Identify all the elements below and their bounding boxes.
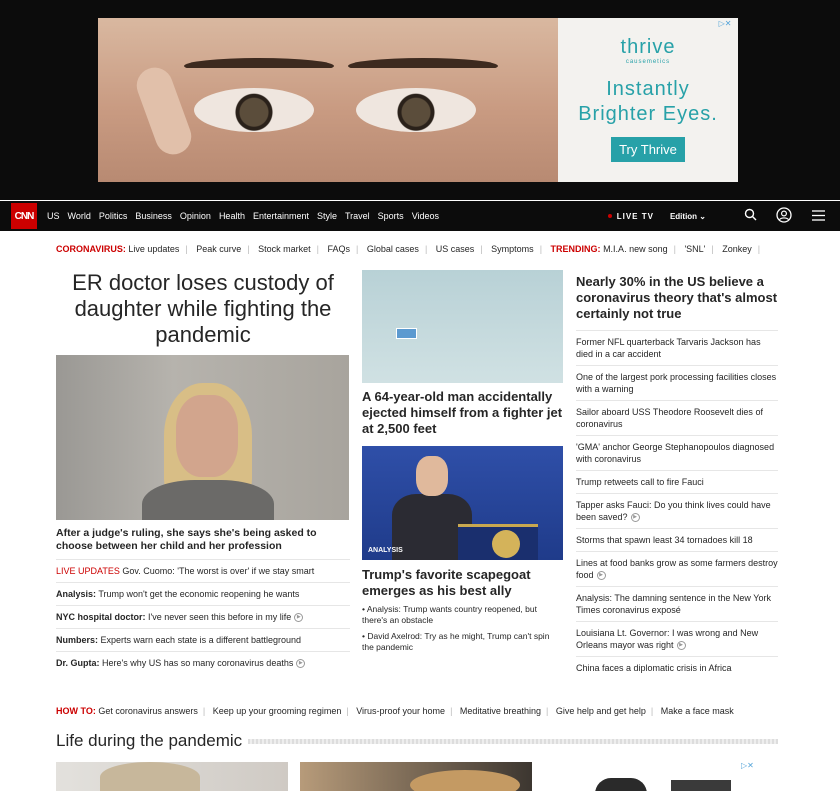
cnn-logo[interactable]: CNN bbox=[11, 203, 37, 229]
nav-link-travel[interactable]: Travel bbox=[345, 211, 370, 221]
list-item[interactable] bbox=[56, 628, 350, 651]
trend-link-us-cases[interactable]: US cases bbox=[435, 244, 475, 254]
trending-label: TRENDING: bbox=[550, 244, 601, 254]
list-item[interactable]: Trump retweets call to fire Fauci bbox=[576, 470, 778, 493]
trend-link-mia[interactable]: M.I.A. new song bbox=[603, 244, 668, 254]
ad-brand: thrive bbox=[620, 36, 676, 58]
how-to-label: HOW TO: bbox=[56, 706, 96, 716]
ad-cta-button[interactable]: Try Thrive bbox=[611, 137, 685, 162]
section-divider bbox=[248, 739, 778, 744]
lead-related-list bbox=[56, 559, 350, 674]
coronavirus-trending-bar: CORONAVIRUS: Live updates | Peak curve | Stock market | FAQs | Global cases | US cases | Symptoms | TRENDING: M.I.A. new song | 'SNL' | Zonkey | bbox=[56, 244, 761, 254]
video-play-icon: ▶ bbox=[677, 641, 686, 650]
list-item[interactable] bbox=[56, 605, 350, 628]
trend-link-zonkey[interactable]: Zonkey bbox=[722, 244, 752, 254]
list-item-prefix: NYC hospital doctor: bbox=[56, 612, 146, 622]
ad-eyebrow-left bbox=[184, 58, 334, 74]
video-play-icon: ▶ bbox=[294, 613, 303, 622]
jet-image[interactable] bbox=[362, 270, 563, 383]
jet-image-marker bbox=[396, 328, 417, 339]
ad-choices-icon[interactable]: ▷✕ bbox=[741, 761, 754, 770]
ad-copy bbox=[558, 18, 738, 182]
nav-link-entertainment[interactable]: Entertainment bbox=[252, 211, 309, 221]
related-bullet[interactable]: • Analysis: Trump wants country reopened, but there's an obstacle bbox=[362, 604, 537, 625]
trend-link-symptoms[interactable]: Symptoms bbox=[491, 244, 534, 254]
ad-eye-left bbox=[194, 88, 314, 132]
list-item[interactable]: 'GMA' anchor George Stephanopoulos diagnosed with coronavirus bbox=[576, 435, 778, 470]
headline-list bbox=[576, 330, 778, 679]
list-item-text: Gov. Cuomo: 'The worst is over' if we stay smart bbox=[122, 566, 315, 576]
advertisement[interactable] bbox=[98, 18, 738, 182]
howto-link[interactable]: Give help and get help bbox=[555, 706, 646, 716]
nav-right bbox=[608, 201, 826, 231]
list-item-prefix: Analysis: bbox=[56, 589, 97, 599]
howto-link[interactable]: Get coronavirus answers bbox=[98, 706, 198, 716]
list-item-text: I've never seen this before in my life bbox=[148, 612, 292, 622]
ad-finger bbox=[132, 63, 197, 160]
list-item-prefix: Dr. Gupta: bbox=[56, 658, 100, 668]
trend-link-peak-curve[interactable]: Peak curve bbox=[196, 244, 242, 254]
ad-brand-sub: causemetics bbox=[625, 59, 671, 65]
howto-link[interactable]: Keep up your grooming regimen bbox=[212, 706, 342, 716]
main-nav bbox=[0, 201, 840, 231]
middle-column bbox=[362, 270, 563, 653]
nav-links bbox=[47, 211, 447, 221]
list-item-text: Louisiana Lt. Governor: I was wrong and New Orleans mayor was right bbox=[576, 628, 759, 650]
coronavirus-label: CORONAVIRUS: bbox=[56, 244, 126, 254]
lead-image-face bbox=[176, 395, 238, 477]
jet-headline[interactable]: A 64-year-old man accidentally ejected himself from a fighter jet at 2,500 feet bbox=[362, 389, 563, 436]
presidential-seal-icon bbox=[492, 530, 520, 558]
ad-eyebrow-right bbox=[348, 58, 498, 74]
ad-product-image bbox=[671, 780, 731, 791]
list-item[interactable]: Sailor aboard USS Theodore Roosevelt dies of coronavirus bbox=[576, 400, 778, 435]
life-section-header bbox=[56, 731, 778, 751]
nav-link-world[interactable]: World bbox=[67, 211, 91, 221]
nav-link-politics[interactable]: Politics bbox=[98, 211, 128, 221]
list-item-text: Lines at food banks grow as some farmers destroy food bbox=[576, 558, 778, 580]
how-to-bar: HOW TO: Get coronavirus answers | Keep up your grooming regimen | Virus-proof your home | Meditative breathing | Give help and get help | Make a face mask bbox=[56, 706, 734, 716]
edition-label: Edition bbox=[669, 211, 698, 221]
list-item[interactable] bbox=[576, 621, 778, 656]
lead-image[interactable] bbox=[56, 355, 349, 520]
list-item[interactable]: Storms that spawn least 34 tornadoes kill 18 bbox=[576, 528, 778, 551]
search-icon[interactable] bbox=[742, 208, 758, 224]
ad-eye-right bbox=[356, 88, 476, 132]
section-thumbnail[interactable] bbox=[300, 762, 532, 791]
list-item[interactable]: China faces a diplomatic crisis in Africa bbox=[576, 656, 778, 679]
trend-link-global-cases[interactable]: Global cases bbox=[366, 244, 419, 254]
lead-caption[interactable]: After a judge's ruling, she says she's being asked to choose between her child and her profession bbox=[56, 527, 317, 552]
list-item[interactable] bbox=[56, 651, 350, 674]
nav-link-business[interactable]: Business bbox=[135, 211, 172, 221]
list-item-text: Here's why US has so many coronavirus deaths bbox=[102, 658, 294, 668]
trend-link-stock-market[interactable]: Stock market bbox=[258, 244, 311, 254]
video-play-icon: ▶ bbox=[631, 513, 640, 522]
list-item[interactable]: Analysis: The damning sentence in the New York Times coronavirus exposé bbox=[576, 586, 778, 621]
trend-link-live-updates[interactable]: Live updates bbox=[128, 244, 180, 254]
live-tv-link[interactable]: LIVE TV bbox=[616, 211, 654, 221]
ad-headline-line1: Instantly bbox=[606, 78, 690, 100]
bottom-ad[interactable] bbox=[545, 762, 778, 791]
list-item-text: Trump won't get the economic reopening he wants bbox=[98, 589, 300, 599]
related-bullet[interactable]: • David Axelrod: Try as he might, Trump can't spin the pandemic bbox=[362, 631, 550, 652]
list-item[interactable] bbox=[56, 559, 350, 582]
list-item[interactable] bbox=[56, 582, 350, 605]
live-updates-label: LIVE UPDATES bbox=[56, 566, 120, 576]
lead-image-body bbox=[142, 480, 274, 520]
account-icon[interactable] bbox=[776, 207, 792, 226]
howto-link[interactable]: Make a face mask bbox=[660, 706, 734, 716]
nav-link-us[interactable]: US bbox=[47, 211, 60, 221]
video-play-icon: ▶ bbox=[597, 571, 606, 580]
nav-link-opinion[interactable]: Opinion bbox=[179, 211, 211, 221]
list-item[interactable]: One of the largest pork processing facilities closes with a warning bbox=[576, 365, 778, 400]
ad-choices-icon[interactable]: ▷✕ bbox=[718, 19, 732, 28]
trump-image[interactable] bbox=[362, 446, 563, 560]
ad-headline bbox=[558, 77, 738, 127]
nav-link-style[interactable]: Style bbox=[316, 211, 337, 221]
list-item-prefix: Numbers: bbox=[56, 635, 99, 645]
section-title: Life during the pandemic bbox=[56, 731, 243, 750]
live-dot-icon bbox=[608, 214, 612, 218]
right-column bbox=[576, 274, 778, 679]
trend-link-faqs[interactable]: FAQs bbox=[327, 244, 351, 254]
list-item[interactable] bbox=[576, 551, 778, 586]
right-headline[interactable]: Nearly 30% in the US believe a coronavirus theory that's almost certainly not true bbox=[576, 274, 778, 321]
lead-column bbox=[56, 270, 350, 674]
nav-link-sports[interactable]: Sports bbox=[377, 211, 404, 221]
lead-headline[interactable]: ER doctor loses custody of daughter while fighting the pandemic bbox=[72, 270, 334, 347]
ad-image bbox=[98, 18, 558, 182]
howto-link[interactable]: Meditative breathing bbox=[459, 706, 541, 716]
video-play-icon: ▶ bbox=[296, 659, 305, 668]
edition-selector[interactable] bbox=[670, 212, 706, 221]
nav-link-health[interactable]: Health bbox=[218, 211, 245, 221]
analysis-badge: ANALYSIS bbox=[368, 547, 403, 554]
trump-image-head bbox=[416, 456, 448, 496]
menu-icon[interactable] bbox=[810, 208, 826, 224]
chevron-down-icon: ⌄ bbox=[699, 211, 706, 221]
howto-link[interactable]: Virus-proof your home bbox=[356, 706, 446, 716]
list-item-text: Experts warn each state is a different battleground bbox=[100, 635, 301, 645]
trump-headline[interactable]: Trump's favorite scapegoat emerges as his best ally bbox=[362, 567, 531, 598]
section-thumbnail[interactable] bbox=[56, 762, 288, 791]
list-item[interactable] bbox=[576, 493, 778, 528]
list-item[interactable]: Former NFL quarterback Tarvaris Jackson has died in a car accident bbox=[576, 330, 778, 365]
ad-product-image bbox=[595, 778, 647, 791]
nav-link-videos[interactable]: Videos bbox=[411, 211, 440, 221]
ad-headline-line2: Brighter Eyes. bbox=[578, 103, 718, 125]
top-ad-band bbox=[0, 0, 840, 200]
list-item-text: Tapper asks Fauci: Do you think lives could have been saved? bbox=[576, 500, 771, 522]
trend-link-snl[interactable]: 'SNL' bbox=[684, 244, 706, 254]
